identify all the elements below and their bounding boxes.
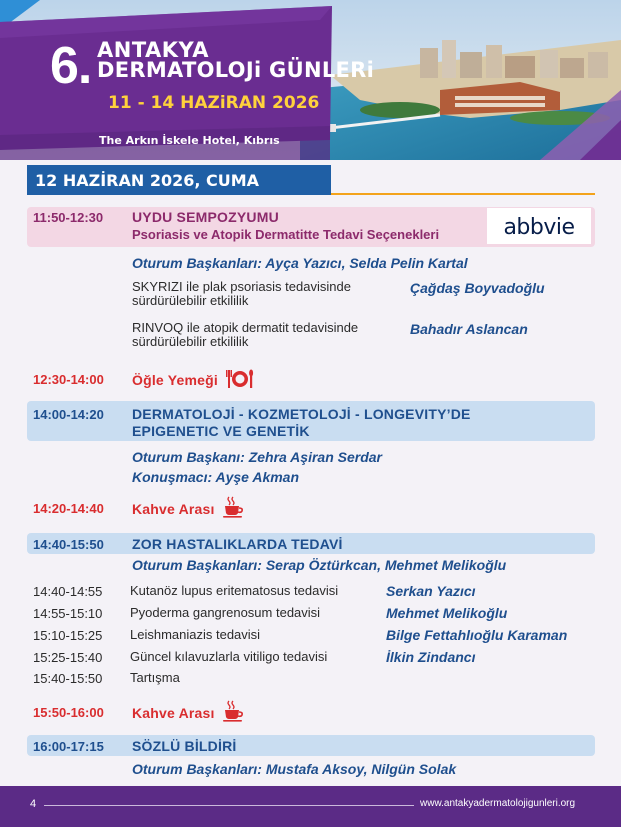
talk-time: 14:55-15:10 — [33, 606, 103, 621]
session-subtitle: Psoriasis ve Atopik Dermatitte Tedavi Seçenekleri — [132, 227, 440, 242]
talk-title-line2: sürdürülebilir etkililik — [132, 293, 249, 308]
lunch-label: Öğle Yemeği — [132, 372, 218, 388]
lunch-time: 12:30-14:00 — [33, 372, 104, 387]
talk-speaker: Bahadır Aslancan — [410, 321, 528, 337]
event-dates: 11 - 14 HAZiRAN 2026 — [108, 93, 320, 113]
page-number: 4 — [30, 798, 37, 810]
session-title: SÖZLÜ BİLDİRİ — [132, 738, 237, 754]
talk-speaker: Mehmet Melikoğlu — [386, 605, 508, 621]
talk-time: 15:10-15:25 — [33, 628, 103, 643]
event-title-line2: DERMATOLOJi GÜNLERi — [97, 58, 375, 82]
session-title: ZOR HASTALIKLARDA TEDAVİ — [132, 536, 343, 552]
session-speaker: Konuşmacı: Ayşe Akman — [132, 469, 300, 485]
talk-speaker: Bilge Fettahlıoğlu Karaman — [386, 627, 568, 643]
talk-time: 14:40-14:55 — [33, 584, 103, 599]
break-time: 14:20-14:40 — [33, 501, 104, 516]
page-header — [0, 0, 621, 160]
session-chairs: Oturum Başkanları: Serap Öztürkcan, Mehmet Melikoğlu — [132, 557, 507, 573]
session-time: 14:40-15:50 — [33, 537, 104, 552]
session-chairs: Oturum Başkanları: Ayça Yazıcı, Selda Pelin Kartal — [132, 255, 468, 271]
sponsor-logo — [487, 208, 591, 244]
sponsor-name: abbvie — [503, 215, 575, 240]
session-time: 11:50-12:30 — [33, 210, 104, 225]
plate-cutlery-icon — [226, 368, 254, 390]
talk-speaker: Çağdaş Boyvadoğlu — [410, 280, 545, 296]
edition-number: 6. — [50, 37, 92, 95]
talk-title-line2: sürdürülebilir etkililik — [132, 334, 249, 349]
day-header-rule — [331, 193, 595, 195]
session-chairs: Oturum Başkanları: Mustafa Aksoy, Nilgün Solak — [132, 761, 457, 777]
talk-title-line1: SKYRIZI ile plak psoriasis tedavisinde — [132, 279, 351, 294]
session-title-line2: EPIGENETIC VE GENETİK — [132, 423, 310, 439]
talk-time: 15:25-15:40 — [33, 650, 103, 665]
talk-title: Güncel kılavuzlarla vitiligo tedavisi — [130, 649, 328, 664]
page-footer — [0, 786, 621, 827]
coffee-cup-icon — [222, 700, 244, 722]
talk-title: Leishmaniazis tedavisi — [130, 627, 261, 642]
session-time: 14:00-14:20 — [33, 407, 104, 422]
event-title-line1: ANTAKYA — [97, 38, 209, 62]
session-band-oral-presentations — [27, 735, 595, 756]
day-header — [27, 165, 331, 195]
talk-speaker: Serkan Yazıcı — [386, 583, 476, 599]
talk-title: Pyoderma gangrenosum tedavisi — [130, 605, 321, 620]
break-label: Kahve Arası — [132, 501, 215, 517]
session-title: UYDU SEMPOZYUMU — [132, 209, 279, 225]
break-time: 15:50-16:00 — [33, 705, 104, 720]
talk-time: 15:40-15:50 — [33, 671, 103, 686]
session-time: 16:00-17:15 — [33, 739, 104, 754]
talk-title-line1: RINVOQ ile atopik dermatit tedavisinde — [132, 320, 359, 335]
footer-rule — [44, 805, 414, 806]
break-label: Kahve Arası — [132, 705, 215, 721]
talk-speaker: İlkin Zindancı — [386, 649, 476, 665]
coffee-cup-icon — [222, 496, 244, 518]
talk-title: Tartışma — [130, 670, 180, 685]
session-chair: Oturum Başkanı: Zehra Aşiran Serdar — [132, 449, 383, 465]
talk-title: Kutanöz lupus eritematosus tedavisi — [130, 583, 339, 598]
session-title-line1: DERMATOLOJİ - KOZMETOLOJİ - LONGEVITY’DE — [132, 406, 471, 422]
event-venue: The Arkın İskele Hotel, Kıbrıs — [99, 134, 280, 147]
day-title: 12 HAZİRAN 2026, CUMA — [35, 171, 260, 190]
website-link[interactable]: www.antakyadermatolojigunleri.org — [420, 798, 576, 809]
